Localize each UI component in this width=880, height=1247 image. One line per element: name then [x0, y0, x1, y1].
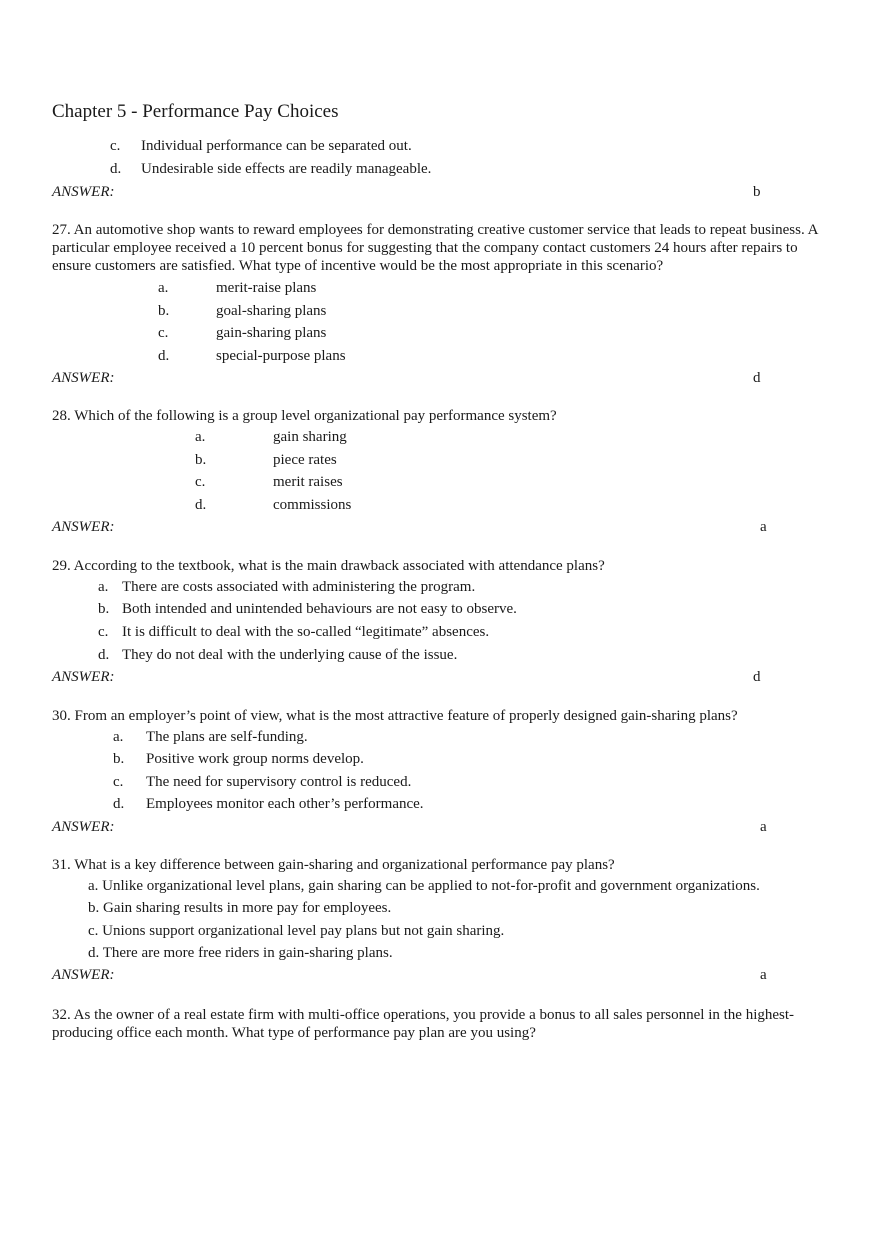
- question-31-text: 31. What is a key difference between gain-sharing and organizational performance pay plans?: [52, 857, 615, 873]
- q27-option-a-letter: a.: [158, 280, 169, 296]
- q27-option-c-text: gain-sharing plans: [216, 325, 327, 341]
- q27-option-d-text: special-purpose plans: [216, 348, 346, 364]
- q29-option-c-text: It is difficult to deal with the so-called “legitimate” absences.: [122, 624, 490, 640]
- prev-answer-value: b: [753, 184, 761, 200]
- q31-option-b: b. Gain sharing results in more pay for employees.: [88, 900, 392, 916]
- prev-answer-label: ANSWER:: [52, 184, 115, 200]
- q29-option-d-text: They do not deal with the underlying cause of the issue.: [122, 647, 458, 663]
- q27-option-d-letter: d.: [158, 348, 170, 364]
- prev-option-d-letter: d.: [110, 161, 122, 177]
- q29-option-b-letter: b.: [98, 601, 110, 617]
- q27-option-b-letter: b.: [158, 303, 170, 319]
- q28-option-c-text: merit raises: [273, 474, 343, 490]
- question-30-text: 30. From an employer’s point of view, what is the most attractive feature of properly designed gain-sharing plans?: [52, 708, 738, 724]
- prev-option-c-letter: c.: [110, 138, 121, 154]
- q30-option-c-letter: c.: [113, 774, 124, 790]
- q28-option-a-text: gain sharing: [273, 429, 347, 445]
- prev-option-d-text: Undesirable side effects are readily manageable.: [141, 161, 432, 177]
- q31-option-c: c. Unions support organizational level pay plans but not gain sharing.: [88, 923, 505, 939]
- question-28-text: 28. Which of the following is a group level organizational pay performance system?: [52, 408, 557, 424]
- question-27-text: 27. An automotive shop wants to reward employees for demonstrating creative customer service that leads to repeat business. A particular employee received a 10 percent bonus for suggesting that the company contact customers 24 hours after repairs to ensure customers are satisfied. What type of incentive would be the most appropriate in this scenario?: [52, 222, 818, 274]
- q28-answer-label: ANSWER:: [52, 519, 115, 535]
- question-29-text: 29. According to the textbook, what is the main drawback associated with attendance plans?: [52, 558, 605, 574]
- q29-option-a-letter: a.: [98, 579, 109, 595]
- q30-answer-label: ANSWER:: [52, 819, 115, 835]
- q30-option-a-letter: a.: [113, 729, 124, 745]
- q31-option-d: d. There are more free riders in gain-sharing plans.: [88, 945, 393, 961]
- q28-option-b-text: piece rates: [273, 452, 337, 468]
- q30-option-a-text: The plans are self-funding.: [146, 729, 308, 745]
- q28-option-b-letter: b.: [195, 452, 207, 468]
- q27-option-a-text: merit-raise plans: [216, 280, 317, 296]
- q30-option-d-text: Employees monitor each other’s performance.: [146, 796, 424, 812]
- q29-option-c-letter: c.: [98, 624, 109, 640]
- q29-answer-value: d: [753, 669, 761, 685]
- q30-option-d-letter: d.: [113, 796, 125, 812]
- q27-option-b-text: goal-sharing plans: [216, 303, 327, 319]
- q28-option-d-text: commissions: [273, 497, 352, 513]
- q30-option-c-text: The need for supervisory control is reduced.: [146, 774, 412, 790]
- prev-option-c-text: Individual performance can be separated out.: [141, 138, 412, 154]
- q29-option-d-letter: d.: [98, 647, 110, 663]
- q27-option-c-letter: c.: [158, 325, 169, 341]
- q27-answer-value: d: [753, 370, 761, 386]
- q29-option-b-text: Both intended and unintended behaviours are not easy to observe.: [122, 601, 517, 617]
- q29-option-a-text: There are costs associated with administering the program.: [122, 579, 476, 595]
- q30-answer-value: a: [760, 819, 767, 835]
- q29-answer-label: ANSWER:: [52, 669, 115, 685]
- q27-answer-label: ANSWER:: [52, 370, 115, 386]
- q31-answer-value: a: [760, 967, 767, 983]
- q31-option-a: a. Unlike organizational level plans, gain sharing can be applied to not-for-profit and government organizations.: [88, 878, 760, 894]
- q28-answer-value: a: [760, 519, 767, 535]
- q28-option-d-letter: d.: [195, 497, 207, 513]
- q30-option-b-letter: b.: [113, 751, 125, 767]
- q28-option-a-letter: a.: [195, 429, 206, 445]
- q30-option-b-text: Positive work group norms develop.: [146, 751, 364, 767]
- q31-answer-label: ANSWER:: [52, 967, 115, 983]
- q28-option-c-letter: c.: [195, 474, 206, 490]
- page-title: Chapter 5 - Performance Pay Choices: [52, 101, 339, 122]
- question-32-text: 32. As the owner of a real estate firm with multi-office operations, you provide a bonus to all sales personnel in the highest-producing office each month. What type of performance pay plan are you using?: [52, 1007, 795, 1041]
